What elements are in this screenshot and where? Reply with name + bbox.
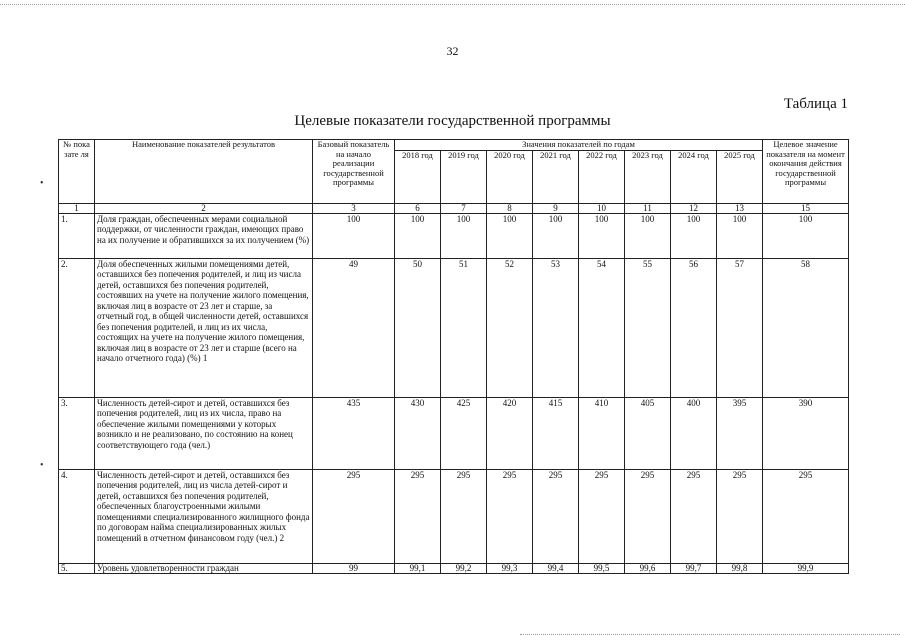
row-base: 99	[313, 563, 395, 573]
row-year-value: 54	[579, 258, 625, 397]
header-year: 2025 год	[717, 150, 763, 203]
column-number: 13	[717, 203, 763, 213]
column-number: 9	[533, 203, 579, 213]
row-name: Уровень удовлетворенности граждан	[95, 563, 313, 573]
row-base: 435	[313, 397, 395, 469]
row-year-value: 51	[441, 258, 487, 397]
row-name: Доля граждан, обеспеченных мерами социальной поддержки, от численности граждан, имеющих право на их получение и обратившихся за их получением (%)	[95, 213, 313, 258]
row-num: 3.	[59, 397, 95, 469]
row-year-value: 100	[625, 213, 671, 258]
row-year-value: 295	[579, 469, 625, 563]
row-year-value: 295	[671, 469, 717, 563]
row-year-value: 425	[441, 397, 487, 469]
table-row	[59, 469, 849, 563]
row-year-value: 295	[717, 469, 763, 563]
row-year-value: 99,5	[579, 563, 625, 573]
row-year-value: 410	[579, 397, 625, 469]
header-year: 2022 год	[579, 150, 625, 203]
row-base: 49	[313, 258, 395, 397]
column-number: 2	[95, 203, 313, 213]
row-year-value: 99,4	[533, 563, 579, 573]
top-edge-line	[0, 4, 905, 5]
targets-table	[58, 139, 849, 574]
row-year-value: 405	[625, 397, 671, 469]
row-num: 2.	[59, 258, 95, 397]
table-row	[59, 213, 849, 258]
bottom-edge-line	[520, 634, 900, 635]
row-year-value: 56	[671, 258, 717, 397]
row-num: 5.	[59, 563, 95, 573]
row-year-value: 400	[671, 397, 717, 469]
margin-dot-mark: •	[40, 178, 44, 189]
header-num: № пока зате ля	[59, 140, 95, 204]
row-year-value: 99,1	[395, 563, 441, 573]
table-label: Таблица 1	[783, 96, 848, 112]
row-year-value: 52	[487, 258, 533, 397]
header-year: 2019 год	[441, 150, 487, 203]
column-number: 10	[579, 203, 625, 213]
table-row	[59, 258, 849, 397]
header-name: Наименование показателей результатов	[95, 140, 313, 204]
header-year: 2021 год	[533, 150, 579, 203]
row-year-value: 99,2	[441, 563, 487, 573]
row-year-value: 415	[533, 397, 579, 469]
header-base: Базовый показатель на начало реализации государственной программы	[313, 140, 395, 204]
row-target: 295	[763, 469, 849, 563]
row-name: Численность детей-сирот и детей, оставшихся без попечения родителей, лиц из их числа, право на обеспечение жилыми помещениями у которых возникло и не реализовано, по состоянию на конец соответствующего года (чел.)	[95, 397, 313, 469]
row-year-value: 100	[395, 213, 441, 258]
row-year-value: 53	[533, 258, 579, 397]
row-year-value: 50	[395, 258, 441, 397]
row-year-value: 55	[625, 258, 671, 397]
row-year-value: 295	[441, 469, 487, 563]
row-year-value: 100	[487, 213, 533, 258]
table-row	[59, 397, 849, 469]
row-name: Численность детей-сирот и детей, оставшихся без попечения родителей, лиц из числа детей-сирот и детей, оставшихся без попечения родителей, обеспеченных благоустроенными жилыми помещениями специализированного жилищного фонда по договорам найма специализированных жилых помещений в отчетном финансовом году (чел.) 2	[95, 469, 313, 563]
row-base: 295	[313, 469, 395, 563]
column-number: 3	[313, 203, 395, 213]
row-name: Доля обеспеченных жилыми помещениями детей, оставшихся без попечения родителей, и лиц из числа детей, оставшихся без попечения родителей, состоявших на учете на получение жилого помещения, включая лиц в возрасте от 23 лет и старше, за отчетный год, в общей численности детей, оставшихся без попечения родителей, и лиц из их числа, состоящих на учете на получение жилого помещения, включая лиц в возрасте от 23 лет и старше (всего на начало отчетного года) (%) 1	[95, 258, 313, 397]
row-num: 1.	[59, 213, 95, 258]
row-year-value: 420	[487, 397, 533, 469]
header-year: 2018 год	[395, 150, 441, 203]
column-number: 8	[487, 203, 533, 213]
row-year-value: 100	[671, 213, 717, 258]
table-row	[59, 563, 849, 573]
column-number: 6	[395, 203, 441, 213]
column-number: 12	[671, 203, 717, 213]
document-title: Целевые показатели государственной программы	[294, 113, 611, 129]
row-year-value: 57	[717, 258, 763, 397]
row-target: 99,9	[763, 563, 849, 573]
row-base: 100	[313, 213, 395, 258]
row-year-value: 100	[441, 213, 487, 258]
column-number: 11	[625, 203, 671, 213]
page-number: 32	[446, 44, 459, 58]
row-year-value: 295	[625, 469, 671, 563]
column-number: 1	[59, 203, 95, 213]
row-year-value: 395	[717, 397, 763, 469]
margin-dot-mark: •	[40, 460, 44, 471]
row-year-value: 100	[533, 213, 579, 258]
row-year-value: 99,3	[487, 563, 533, 573]
row-num: 4.	[59, 469, 95, 563]
row-year-value: 100	[579, 213, 625, 258]
header-year: 2024 год	[671, 150, 717, 203]
column-number-row	[59, 203, 849, 213]
row-target: 390	[763, 397, 849, 469]
column-number: 7	[441, 203, 487, 213]
row-year-value: 99,6	[625, 563, 671, 573]
header-target: Целевое значение показателя на момент окончания действия государственной программы	[763, 140, 849, 204]
header-values-by-year: Значения показателей по годам	[395, 140, 763, 151]
row-year-value: 99,7	[671, 563, 717, 573]
row-target: 100	[763, 213, 849, 258]
row-year-value: 430	[395, 397, 441, 469]
row-target: 58	[763, 258, 849, 397]
row-year-value: 99,8	[717, 563, 763, 573]
row-year-value: 295	[395, 469, 441, 563]
header-year: 2020 год	[487, 150, 533, 203]
header-year: 2023 год	[625, 150, 671, 203]
row-year-value: 295	[487, 469, 533, 563]
row-year-value: 295	[533, 469, 579, 563]
row-year-value: 100	[717, 213, 763, 258]
column-number: 15	[763, 203, 849, 213]
